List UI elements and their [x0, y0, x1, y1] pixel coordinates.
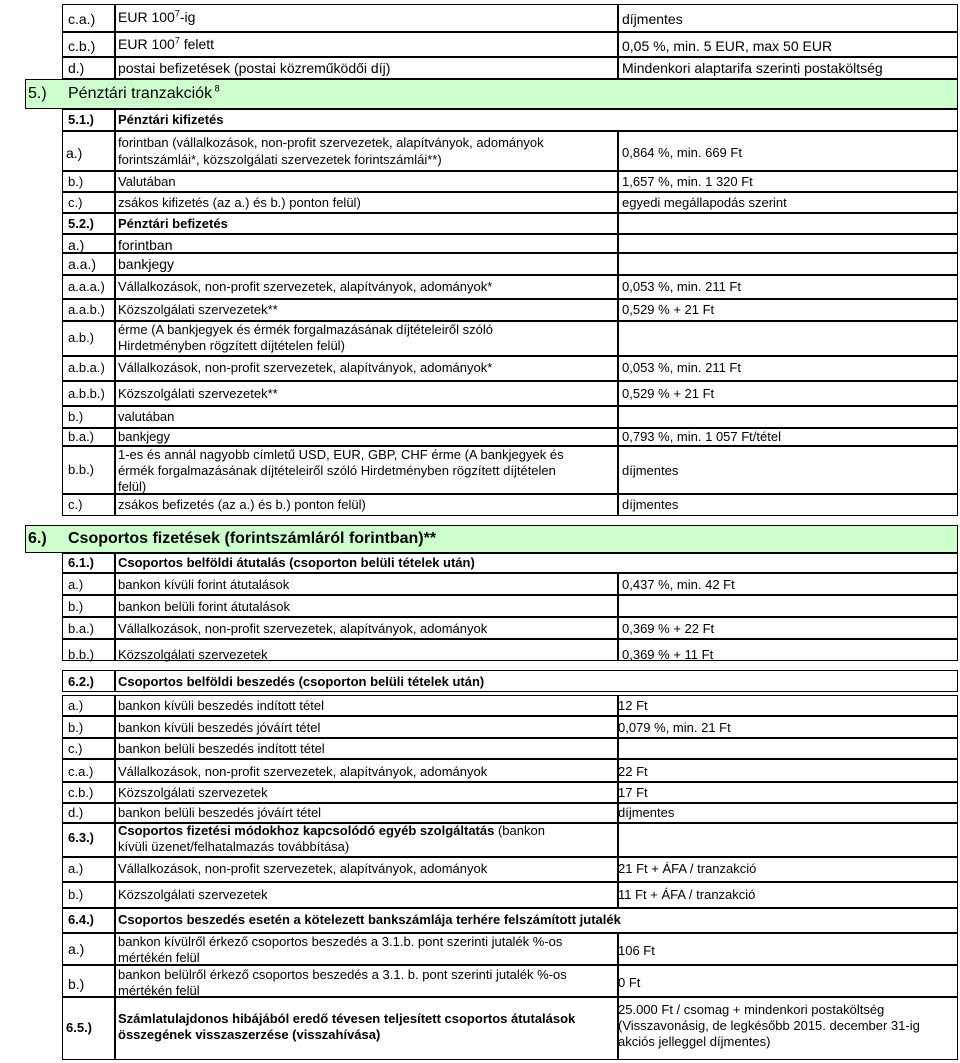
- cell-text: b.b.): [68, 462, 95, 477]
- cell-text: felül): [118, 479, 147, 494]
- table-cell: [618, 234, 958, 253]
- cell-text: postai befizetések (postai közreműködői díj): [118, 60, 391, 76]
- cell-text: Közszolgálati szervezetek: [118, 647, 268, 662]
- cell-text: a.): [68, 577, 84, 592]
- cell-text: b.b.): [68, 647, 95, 662]
- cell-text: 0,369 % + 22 Ft: [622, 621, 715, 636]
- cell-text: 0,079 %, min. 21 Ft: [618, 720, 731, 735]
- cell-text: Pénztári kifizetés: [118, 112, 224, 127]
- cell-text: Hirdetményben rögzített díjtételen felül): [118, 338, 345, 353]
- cell-text: 0,529 % + 21 Ft: [622, 302, 715, 317]
- cell-text: 25.000 Ft / csomag + mindenkori postaköltség: [618, 1002, 885, 1017]
- cell-text: Pénztári befizetés: [118, 216, 228, 231]
- cell-text: 5.2.): [68, 216, 95, 231]
- cell-text: 5.1.): [68, 112, 95, 127]
- cell-text: a.): [68, 237, 85, 253]
- cell-text: Számlatulajdonos hibájából eredő tévesen teljesített csoportos átutalások: [118, 1011, 576, 1026]
- table-cell: [618, 823, 958, 857]
- table-cell: [618, 695, 958, 716]
- cell-text: valutában: [118, 409, 175, 424]
- table-cell: [115, 253, 618, 275]
- table-cell: [618, 738, 958, 759]
- cell-text: összegének visszaszerzése (visszahívása): [118, 1027, 381, 1042]
- cell-text: b.a.): [68, 429, 95, 444]
- cell-text: 17 Ft: [618, 785, 648, 800]
- table-cell: [115, 406, 618, 428]
- cell-text: díjmentes: [622, 11, 683, 27]
- cell-text: Vállalkozások, non-profit szervezetek, alapítványok, adományok: [118, 764, 488, 779]
- cell-text: Pénztári tranzakciók $^8$: [68, 83, 220, 102]
- cell-text: 0,369 % + 11 Ft: [622, 647, 714, 662]
- cell-text: forintban (vállalkozások, non-profit szervezetek, alapítványok, adományok: [118, 135, 544, 150]
- cell-text: b.): [68, 409, 84, 424]
- cell-text: zsákos befizetés (az a.) és b.) ponton felül): [118, 497, 366, 512]
- table-cell: [618, 933, 958, 965]
- cell-text: c.a.): [68, 11, 96, 27]
- cell-text: c.b.): [68, 785, 94, 800]
- cell-text: 21 Ft + ÁFA / tranzakció: [618, 861, 757, 876]
- table-cell: [618, 213, 958, 234]
- table-cell: [618, 965, 958, 997]
- cell-text: Csoportos fizetések (forintszámláról forintban)**: [68, 530, 437, 547]
- cell-text: Közszolgálati szervezetek: [118, 887, 268, 902]
- cell-text: a.b.): [68, 330, 95, 345]
- cell-text: Közszolgálati szervezetek**: [118, 302, 278, 317]
- table-cell: [115, 428, 618, 446]
- cell-text: Valutában: [118, 174, 176, 189]
- cell-text: bankjegy: [118, 256, 175, 272]
- cell-text: Közszolgálati szervezetek: [118, 785, 268, 800]
- cell-text: b.): [68, 174, 84, 189]
- cell-text: bankon kívüli forint átutalások: [118, 577, 290, 592]
- cell-text: bankon belülről érkező csoportos beszedés a 3.1. b. pont szerinti jutalék %-os: [118, 967, 567, 982]
- cell-text: a.): [68, 861, 84, 876]
- cell-text: EUR $100^7-ig$: [118, 8, 196, 25]
- cell-text: 6.4.): [68, 912, 95, 927]
- cell-text: egyedi megállapodás szerint: [622, 195, 787, 210]
- cell-text: 11 Ft + ÁFA / tranzakció: [618, 887, 756, 902]
- cell-text: bankon belüli beszedés indított tétel: [118, 741, 325, 756]
- cell-text: díjmentes: [622, 463, 679, 478]
- cell-text: d.): [68, 805, 84, 820]
- cell-text: mértékén felül: [118, 983, 200, 998]
- cell-text: 0,05 %, min. 5 EUR, max 50 EUR: [622, 38, 833, 54]
- cell-text: a.b.b.): [68, 386, 105, 401]
- cell-text: a.): [66, 145, 83, 161]
- cell-text: zsákos kifizetés (az a.) és b.) ponton felül): [118, 195, 361, 210]
- cell-text: bankon kívülről érkező csoportos beszedés a 3.1.b. pont szerinti jutalék %-os: [118, 934, 563, 949]
- cell-text: 0,529 % + 21 Ft: [622, 386, 715, 401]
- cell-text: a.): [68, 698, 84, 713]
- cell-text: bankjegy: [118, 429, 171, 444]
- cell-text: akciós jelleggel díjmentes): [618, 1034, 771, 1049]
- cell-text: 1,657 %, min. 1 320 Ft: [622, 174, 753, 189]
- cell-text: 6.3.): [68, 830, 95, 845]
- table-cell: [618, 406, 958, 428]
- cell-text: díjmentes: [618, 805, 675, 820]
- cell-text: 1-es és annál nagyobb címletű USD, EUR, GBP, CHF érme (A bankjegyek és: [118, 447, 564, 462]
- cell-text: 5.): [28, 85, 47, 102]
- cell-text: 12 Ft: [618, 698, 648, 713]
- cell-text: 0,793 %, min. 1 057 Ft/tétel: [622, 429, 781, 444]
- cell-text: érme (A bankjegyek és érmék forgalmazásának díjtételeiről szóló: [118, 322, 494, 337]
- cell-text: forintszámlái*, közszolgálati szervezetek forintszámlái**): [118, 152, 442, 167]
- cell-text: b.): [68, 976, 85, 992]
- cell-text: a.a.a.): [68, 279, 105, 294]
- cell-text: bankon kívüli beszedés indított tétel: [118, 698, 324, 713]
- cell-text: Csoportos fizetési módokhoz kapcsolódó egyéb szolgáltatás (bankon: [118, 823, 545, 838]
- cell-text: érmék forgalmazásának díjtételeiről szóló Hirdetményben rögzített díjtételen: [118, 463, 556, 478]
- cell-text: b.): [68, 720, 84, 735]
- table-cell: [115, 109, 958, 131]
- table-cell: [115, 234, 618, 253]
- cell-text: 6.2.): [68, 674, 95, 689]
- cell-text: 106 Ft: [618, 943, 655, 958]
- cell-text: a.a.): [68, 256, 97, 272]
- footnote-superscript: 7: [174, 8, 180, 19]
- cell-text: 6.5.): [66, 1020, 93, 1035]
- cell-text: Közszolgálati szervezetek**: [118, 386, 278, 401]
- cell-text: 22 Ft: [618, 764, 648, 779]
- cell-text: kívüli üzenet/felhatalmazás továbbítása): [118, 839, 350, 854]
- cell-text: Vállalkozások, non-profit szervezetek, alapítványok, adományok*: [118, 279, 493, 294]
- cell-text: forintban: [118, 237, 173, 253]
- cell-text: díjmentes: [622, 497, 679, 512]
- cell-text: b.): [68, 599, 84, 614]
- footnote-superscript: 8: [212, 83, 220, 94]
- cell-text: Vállalkozások, non-profit szervezetek, alapítványok, adományok: [118, 621, 488, 636]
- cell-text: c.b.): [68, 38, 96, 54]
- cell-text: c.): [68, 497, 83, 512]
- table-cell: [618, 253, 958, 275]
- cell-text: mértékén felül: [118, 950, 200, 965]
- cell-text: c.): [68, 195, 83, 210]
- cell-text: Csoportos belföldi átutalás (csoporton belüli tételek után): [118, 555, 475, 570]
- cell-text: 0,437 %, min. 42 Ft: [622, 577, 735, 592]
- table-cell: [618, 782, 958, 803]
- cell-text: 0 Ft: [618, 975, 641, 990]
- cell-text: b.a.): [68, 621, 95, 636]
- cell-text: c.a.): [68, 764, 94, 779]
- cell-text: a.b.a.): [68, 360, 105, 375]
- table-cell: [618, 321, 958, 356]
- cell-text: 0,053 %, min. 211 Ft: [622, 360, 741, 375]
- cell-text: a.a.b.): [68, 302, 105, 317]
- footnote-superscript: 7: [174, 35, 180, 46]
- cell-text: d.): [68, 60, 85, 76]
- cell-text: c.): [68, 741, 83, 756]
- cell-text: bankon kívüli beszedés jóváírt tétel: [118, 720, 321, 735]
- cell-text: 6.1.): [68, 555, 95, 570]
- cell-text: Mindenkori alaptarifa szerinti postaköltség: [622, 60, 883, 76]
- cell-text: bankon belüli forint átutalások: [118, 599, 291, 614]
- table-cell: [618, 595, 958, 617]
- cell-text: Csoportos beszedés esetén a kötelezett bankszámlája terhére felszámított jutalék: [118, 912, 621, 927]
- cell-text: bankon belüli beszedés jóváírt tétel: [118, 805, 322, 820]
- table-cell: [115, 171, 618, 192]
- cell-text: a.): [68, 941, 85, 957]
- cell-text: Csoportos belföldi beszedés (csoporton belüli tételek után): [118, 674, 485, 689]
- cell-text: Vállalkozások, non-profit szervezetek, alapítványok, adományok: [118, 861, 488, 876]
- cell-text: 6.): [28, 530, 47, 547]
- cell-text: b.): [68, 887, 84, 902]
- cell-text: 0,864 %, min. 669 Ft: [622, 145, 742, 160]
- cell-text: Vállalkozások, non-profit szervezetek, alapítványok, adományok*: [118, 360, 493, 375]
- cell-text: 0,053 %, min. 211 Ft: [622, 279, 741, 294]
- table-cell: [618, 759, 958, 782]
- cell-text: (Visszavonásig, de legkésőbb 2015. december 31-ig: [618, 1018, 920, 1033]
- cell-text: EUR $100^7$ felett: [118, 35, 215, 52]
